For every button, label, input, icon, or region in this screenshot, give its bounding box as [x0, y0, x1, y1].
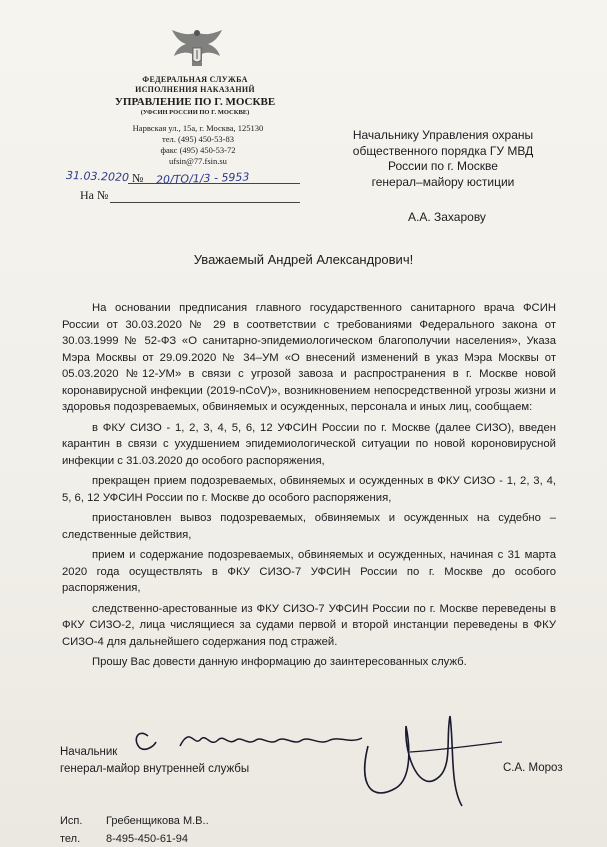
executor-name: Гребенщикова М.В..	[106, 815, 209, 827]
addressee-line2: общественного порядка ГУ МВД	[352, 143, 534, 158]
executor-phone: 8-495-450-61-94	[106, 833, 188, 845]
handwritten-signature-text: С уважением	[170, 756, 178, 757]
registration-block	[66, 170, 306, 210]
addressee-block	[336, 128, 550, 190]
signature-title	[60, 744, 249, 778]
executor-block	[60, 812, 209, 847]
body-paragraph: прекращен прием подозреваемых, обвиняемых и осужденных в ФКУ СИЗО - 1, 2, 3, 4, 5, 6, 12 УФСИН России по г. Москве до особого распоряжения,	[62, 475, 556, 504]
body-paragraph: приостановлен вывоз подозреваемых, обвиняемых и осужденных на судебно – следственные действия,	[62, 512, 556, 541]
registration-number: 20/ТО/1/3 - 5953	[155, 170, 250, 187]
reference-line	[110, 202, 300, 203]
letterhead-org-line1: ФЕДЕРАЛЬНАЯ СЛУЖБА	[142, 75, 248, 84]
registration-number-prefix: №	[132, 171, 144, 185]
addressee-line3: России по г. Москве	[388, 159, 498, 173]
letterhead-phone: тел. (495) 450-53-83	[162, 134, 234, 144]
body-paragraph: следственно-арестованные из ФКУ СИЗО-7 УФСИН России по г. Москве переведены в ФКУ СИЗО-2, лица числящиеся за судами первой и второй инстанции переведены в ФКУ СИЗО-4 для дальнейшего содержания под стражей.	[62, 602, 556, 648]
body-paragraph: в ФКУ СИЗО - 1, 2, 3, 4, 5, 6, 12 УФСИН России по г. Москве (далее СИЗО), введен карантин в связи с ухудшением эпидемиологической ситуации по новой короновирусной инфекции с 31.03.2020 до особого распоряжения,	[62, 421, 556, 467]
executor-label: Исп.	[60, 815, 83, 827]
body-paragraph: прием и содержание подозреваемых, обвиняемых и осужденных, начиная с 31 марта 2020 года осуществлять в ФКУ СИЗО-7 УФСИН России по г. Москве до особого распоряжения,	[62, 549, 556, 594]
letterhead-department: УПРАВЛЕНИЕ ПО Г. МОСКВЕ	[114, 96, 276, 108]
letterhead-org-line2: ИСПОЛНЕНИЯ НАКАЗАНИЙ	[135, 85, 255, 94]
signatory-name: С.А. Мороз	[503, 762, 563, 774]
body-paragraph: На основании предписания главного государственного санитарного врача ФСИН России от 30.03.2020 № 29 в соответствии с требованиями Федерального закона от 30.03.1999 № 52-ФЗ «О санитарно-эпидемиологическом благополучии населения», Указа Мэра Москвы от 29.09.2020 № 34–УМ «О внесений изменений в указ Мэра Москвы от 05.03.2020 №12-УМ» в связи с угрозой завоза и распространения в г. Москве новой коронавирусной инфекции (2019-nCoV)», возникновением непосредственной угрозы жизни и здоровья подозреваемых, обвиняемых и осужденных, персонала и иных лиц, сообщаем:	[62, 302, 556, 413]
signature-title-line2: генерал-майор внутренней службы	[60, 763, 250, 775]
addressee-line4: генерал–майору юстиции	[371, 174, 515, 189]
registration-date: 31.03.2020	[65, 168, 130, 185]
letterhead-department-short: (УФСИН РОССИИ ПО Г. МОСКВЕ)	[140, 109, 250, 116]
letterhead-address: Нарвская ул., 15а, г. Москва, 125130	[132, 123, 264, 133]
executor-phone-label: тел.	[60, 833, 81, 845]
letterhead-fax: факс (495) 450-53-72	[160, 145, 236, 155]
body-paragraph: Прошу Вас довести данную информацию до заинтересованных служб.	[92, 656, 467, 668]
letter-body	[62, 300, 556, 675]
signature-title-line1: Начальник	[60, 746, 118, 758]
letterhead-contacts	[108, 123, 288, 167]
letterhead-email: ufsin@77.fsin.su	[169, 156, 227, 166]
eagle-emblem-icon	[168, 26, 226, 72]
addressee-line1: Начальнику Управления охраны	[352, 128, 534, 142]
reference-number-prefix: На №	[80, 188, 109, 202]
addressee-name: А.А. Захарову	[408, 210, 486, 224]
salutation: Уважаемый Андрей Александрович!	[193, 252, 414, 267]
